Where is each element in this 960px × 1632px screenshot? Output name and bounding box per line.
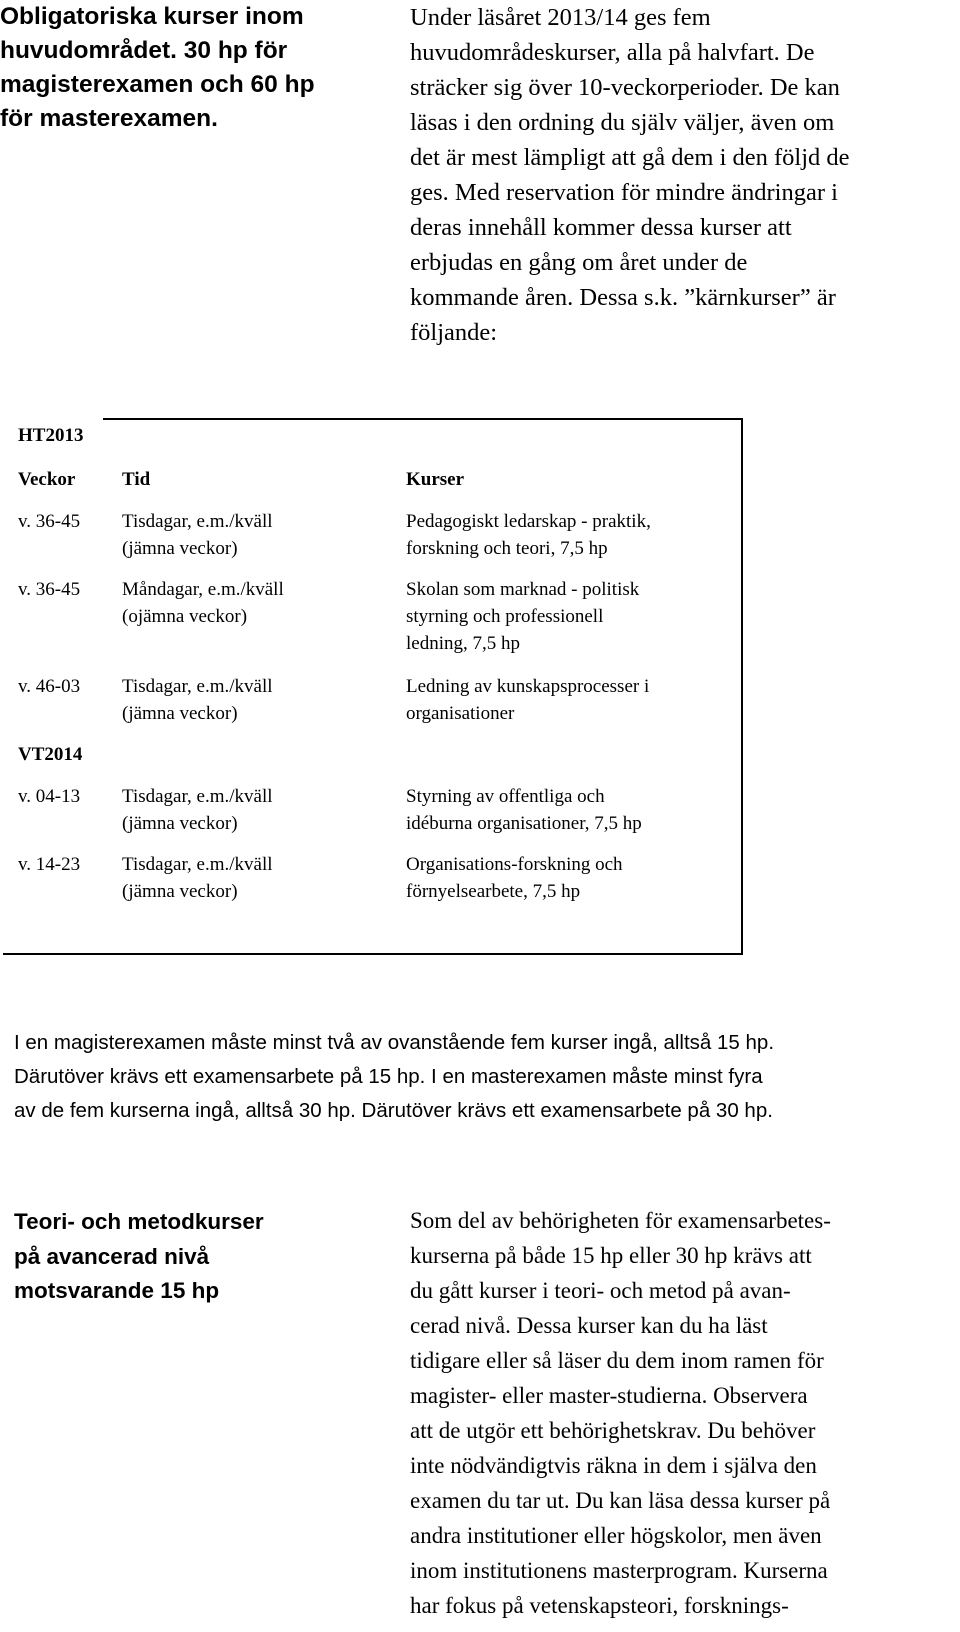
row-1-course: Pedagogiskt ledarskap - praktik, forskning och teori, 7,5 hp xyxy=(406,511,651,559)
row-3-course: Ledning av kunskapsprocesser i organisationer xyxy=(406,676,650,724)
row-3-time: Tisdagar, e.m./kväll (jämna veckor) xyxy=(122,676,273,724)
row-3-weeks: v. 46-03 xyxy=(18,676,81,697)
section-body-theory-method: Som del av behörigheten för examensarbetes- kurserna på både 15 hp eller 30 hp krävs att du gått kurser i teori- och metod på avan- cerad nivå. Dessa kurser kan du ha läst tidigare eller så läser du dem inom ramen för magister- eller master-studierna. Observera att de utgör ett behörighetskrav. Du behöver inte nödvändigtvis räkna in dem i själva den examen du tar ut. Du kan läsa dessa kurser på andra institutioner eller högskolor, men även inom institutionens masterprogram. Kurserna har fokus på vetenskapsteori, forsknings- xyxy=(410,1208,831,1618)
row-2-time: Måndagar, e.m./kväll (ojämna veckor) xyxy=(122,579,284,627)
row-5-weeks: v. 14-23 xyxy=(18,854,81,875)
row-1-time: Tisdagar, e.m./kväll (jämna veckor) xyxy=(122,511,273,559)
row-4-time: Tisdagar, e.m./kväll (jämna veckor) xyxy=(122,786,273,834)
row-4-course: Styrning av offentliga och idéburna organisationer, 7,5 hp xyxy=(406,786,642,834)
term-heading-vt2014: VT2014 xyxy=(18,744,83,765)
section-heading-obligatory-courses: Obligatoriska kurser inom huvudområdet. 30 hp för magisterexamen och 60 hp för masterexamen. xyxy=(0,3,315,132)
column-header-weeks: Veckor xyxy=(18,469,76,490)
section-heading-theory-method: Teori- och metodkurser på avancerad nivå motsvarande 15 hp xyxy=(14,1209,264,1303)
row-2-course: Skolan som marknad - politisk styrning och professionell ledning, 7,5 hp xyxy=(406,579,640,654)
row-5-time: Tisdagar, e.m./kväll (jämna veckor) xyxy=(122,854,273,902)
schedule-box-border-gap xyxy=(3,417,103,421)
section-body-obligatory-courses: Under läsåret 2013/14 ges fem huvudområdeskurser, alla på halvfart. De sträcker sig över 10-veckorperioder. De kan läsas i den ordning du själv väljer, även om det är mest lämpligt att gå dem i den följd de ges. Med reservation för mindre ändringar i deras innehåll kommer dessa kurser att erbjudas en gång om året under de kommande åren. Dessa s.k. ”kärnkurser” är följande: xyxy=(410,4,850,346)
row-5-course: Organisations-forskning och förnyelsearbete, 7,5 hp xyxy=(406,854,623,902)
degree-requirements-paragraph: I en magisterexamen måste minst två av ovanstående fem kurser ingå, alltså 15 hp. Därutöver krävs ett examensarbete på 15 hp. I en masterexamen måste minst fyra av de fem kurserna ingå, alltså 30 hp. Därutöver krävs ett examensarbete på 30 hp. xyxy=(14,1031,775,1122)
schedule-box-top-border xyxy=(3,418,743,420)
row-2-weeks: v. 36-45 xyxy=(18,579,81,600)
term-heading-ht2013: HT2013 xyxy=(18,425,84,446)
column-header-time: Tid xyxy=(122,469,151,490)
row-4-weeks: v. 04-13 xyxy=(18,786,81,807)
row-1-weeks: v. 36-45 xyxy=(18,511,81,532)
column-header-courses: Kurser xyxy=(406,469,465,490)
